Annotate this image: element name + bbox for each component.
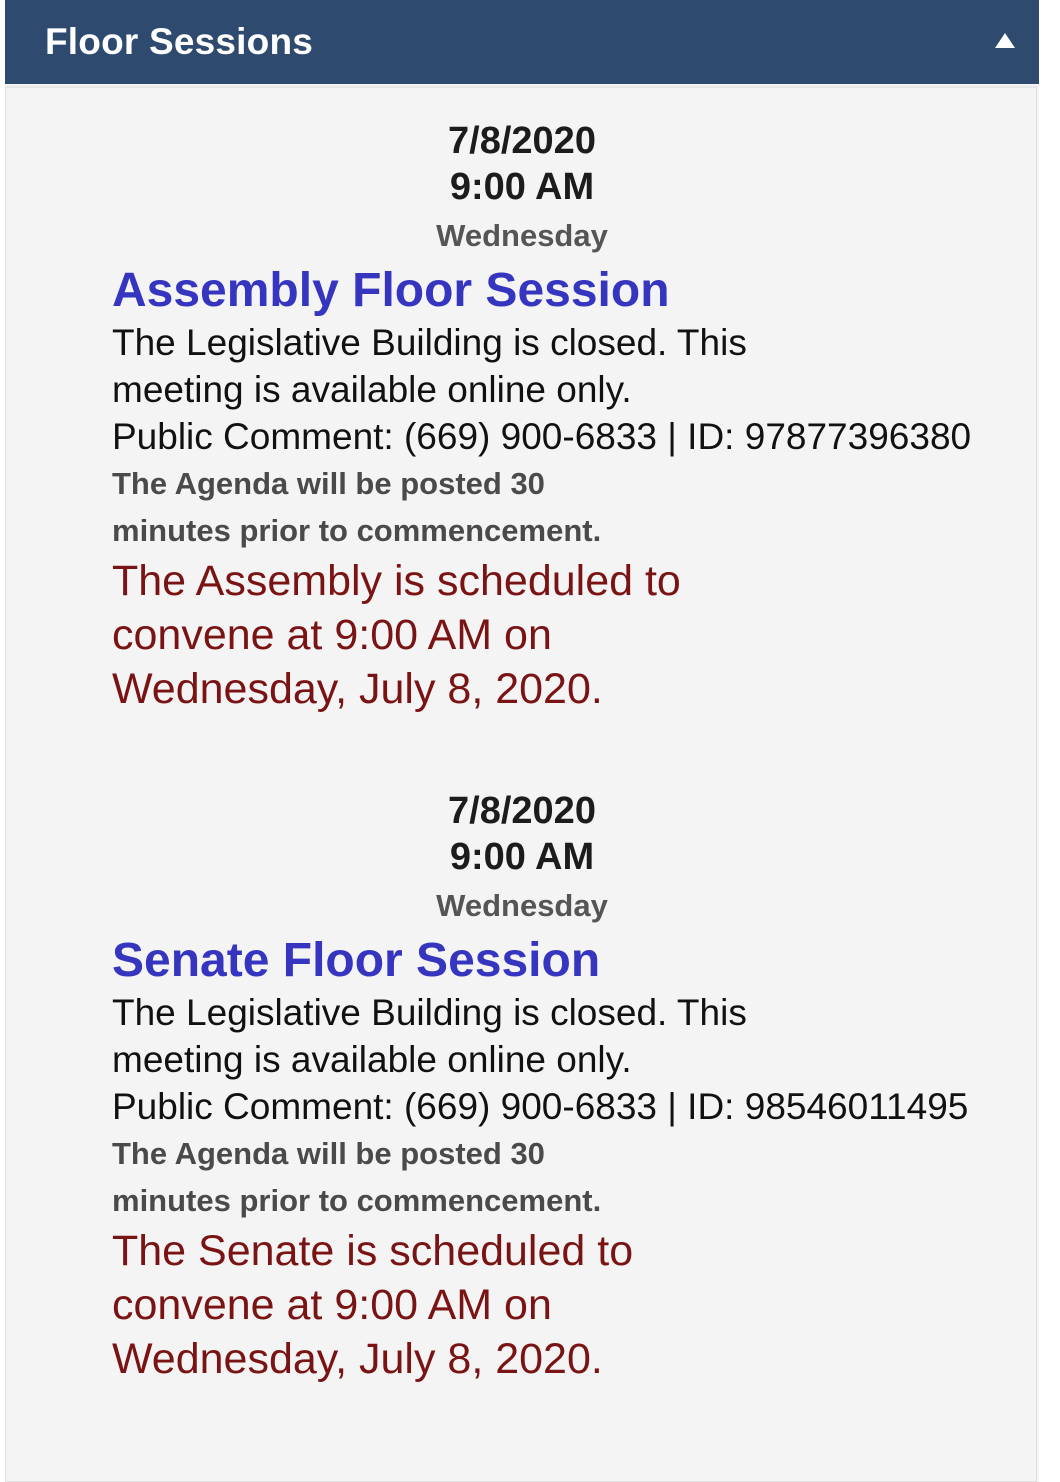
agenda-note: The Agenda will be posted 30 minutes prior to commencement. — [112, 1136, 602, 1218]
agenda-note: The Agenda will be posted 30 minutes prior to commencement. — [112, 466, 602, 548]
triangle-up-icon[interactable] — [995, 33, 1015, 48]
session-time: 9:00 AM — [449, 166, 595, 208]
session-details — [112, 931, 1012, 1386]
session-notice: The Legislative Building is closed. This meeting is available online only. — [112, 992, 747, 1080]
session-date: 7/8/2020 — [448, 790, 596, 832]
session-details — [112, 261, 1012, 716]
public-comment: Public Comment: (669) 900-6833 | ID: 98546011495 — [112, 1086, 969, 1127]
session-item — [6, 788, 1038, 1386]
session-when — [6, 788, 1038, 931]
floor-sessions-panel — [5, 0, 1039, 1482]
panel-header[interactable] — [5, 0, 1039, 84]
session-date: 7/8/2020 — [448, 120, 596, 162]
panel-title: Floor Sessions — [45, 21, 314, 62]
session-time: 9:00 AM — [449, 836, 595, 878]
session-weekday: Wednesday — [436, 218, 608, 253]
public-comment: Public Comment: (669) 900-6833 | ID: 97877396380 — [112, 416, 972, 457]
session-weekday: Wednesday — [436, 888, 608, 923]
panel-body — [5, 86, 1037, 1482]
session-title-link[interactable]: Senate Floor Session — [112, 934, 601, 987]
convene-notice: The Senate is scheduled to convene at 9:00 AM on Wednesday, July 8, 2020. — [112, 1227, 634, 1383]
session-title-link[interactable]: Assembly Floor Session — [112, 264, 670, 317]
session-notice: The Legislative Building is closed. This meeting is available online only. — [112, 322, 747, 410]
session-item — [6, 118, 1038, 716]
session-when — [6, 118, 1038, 261]
convene-notice: The Assembly is scheduled to convene at 9:00 AM on Wednesday, July 8, 2020. — [112, 557, 681, 713]
